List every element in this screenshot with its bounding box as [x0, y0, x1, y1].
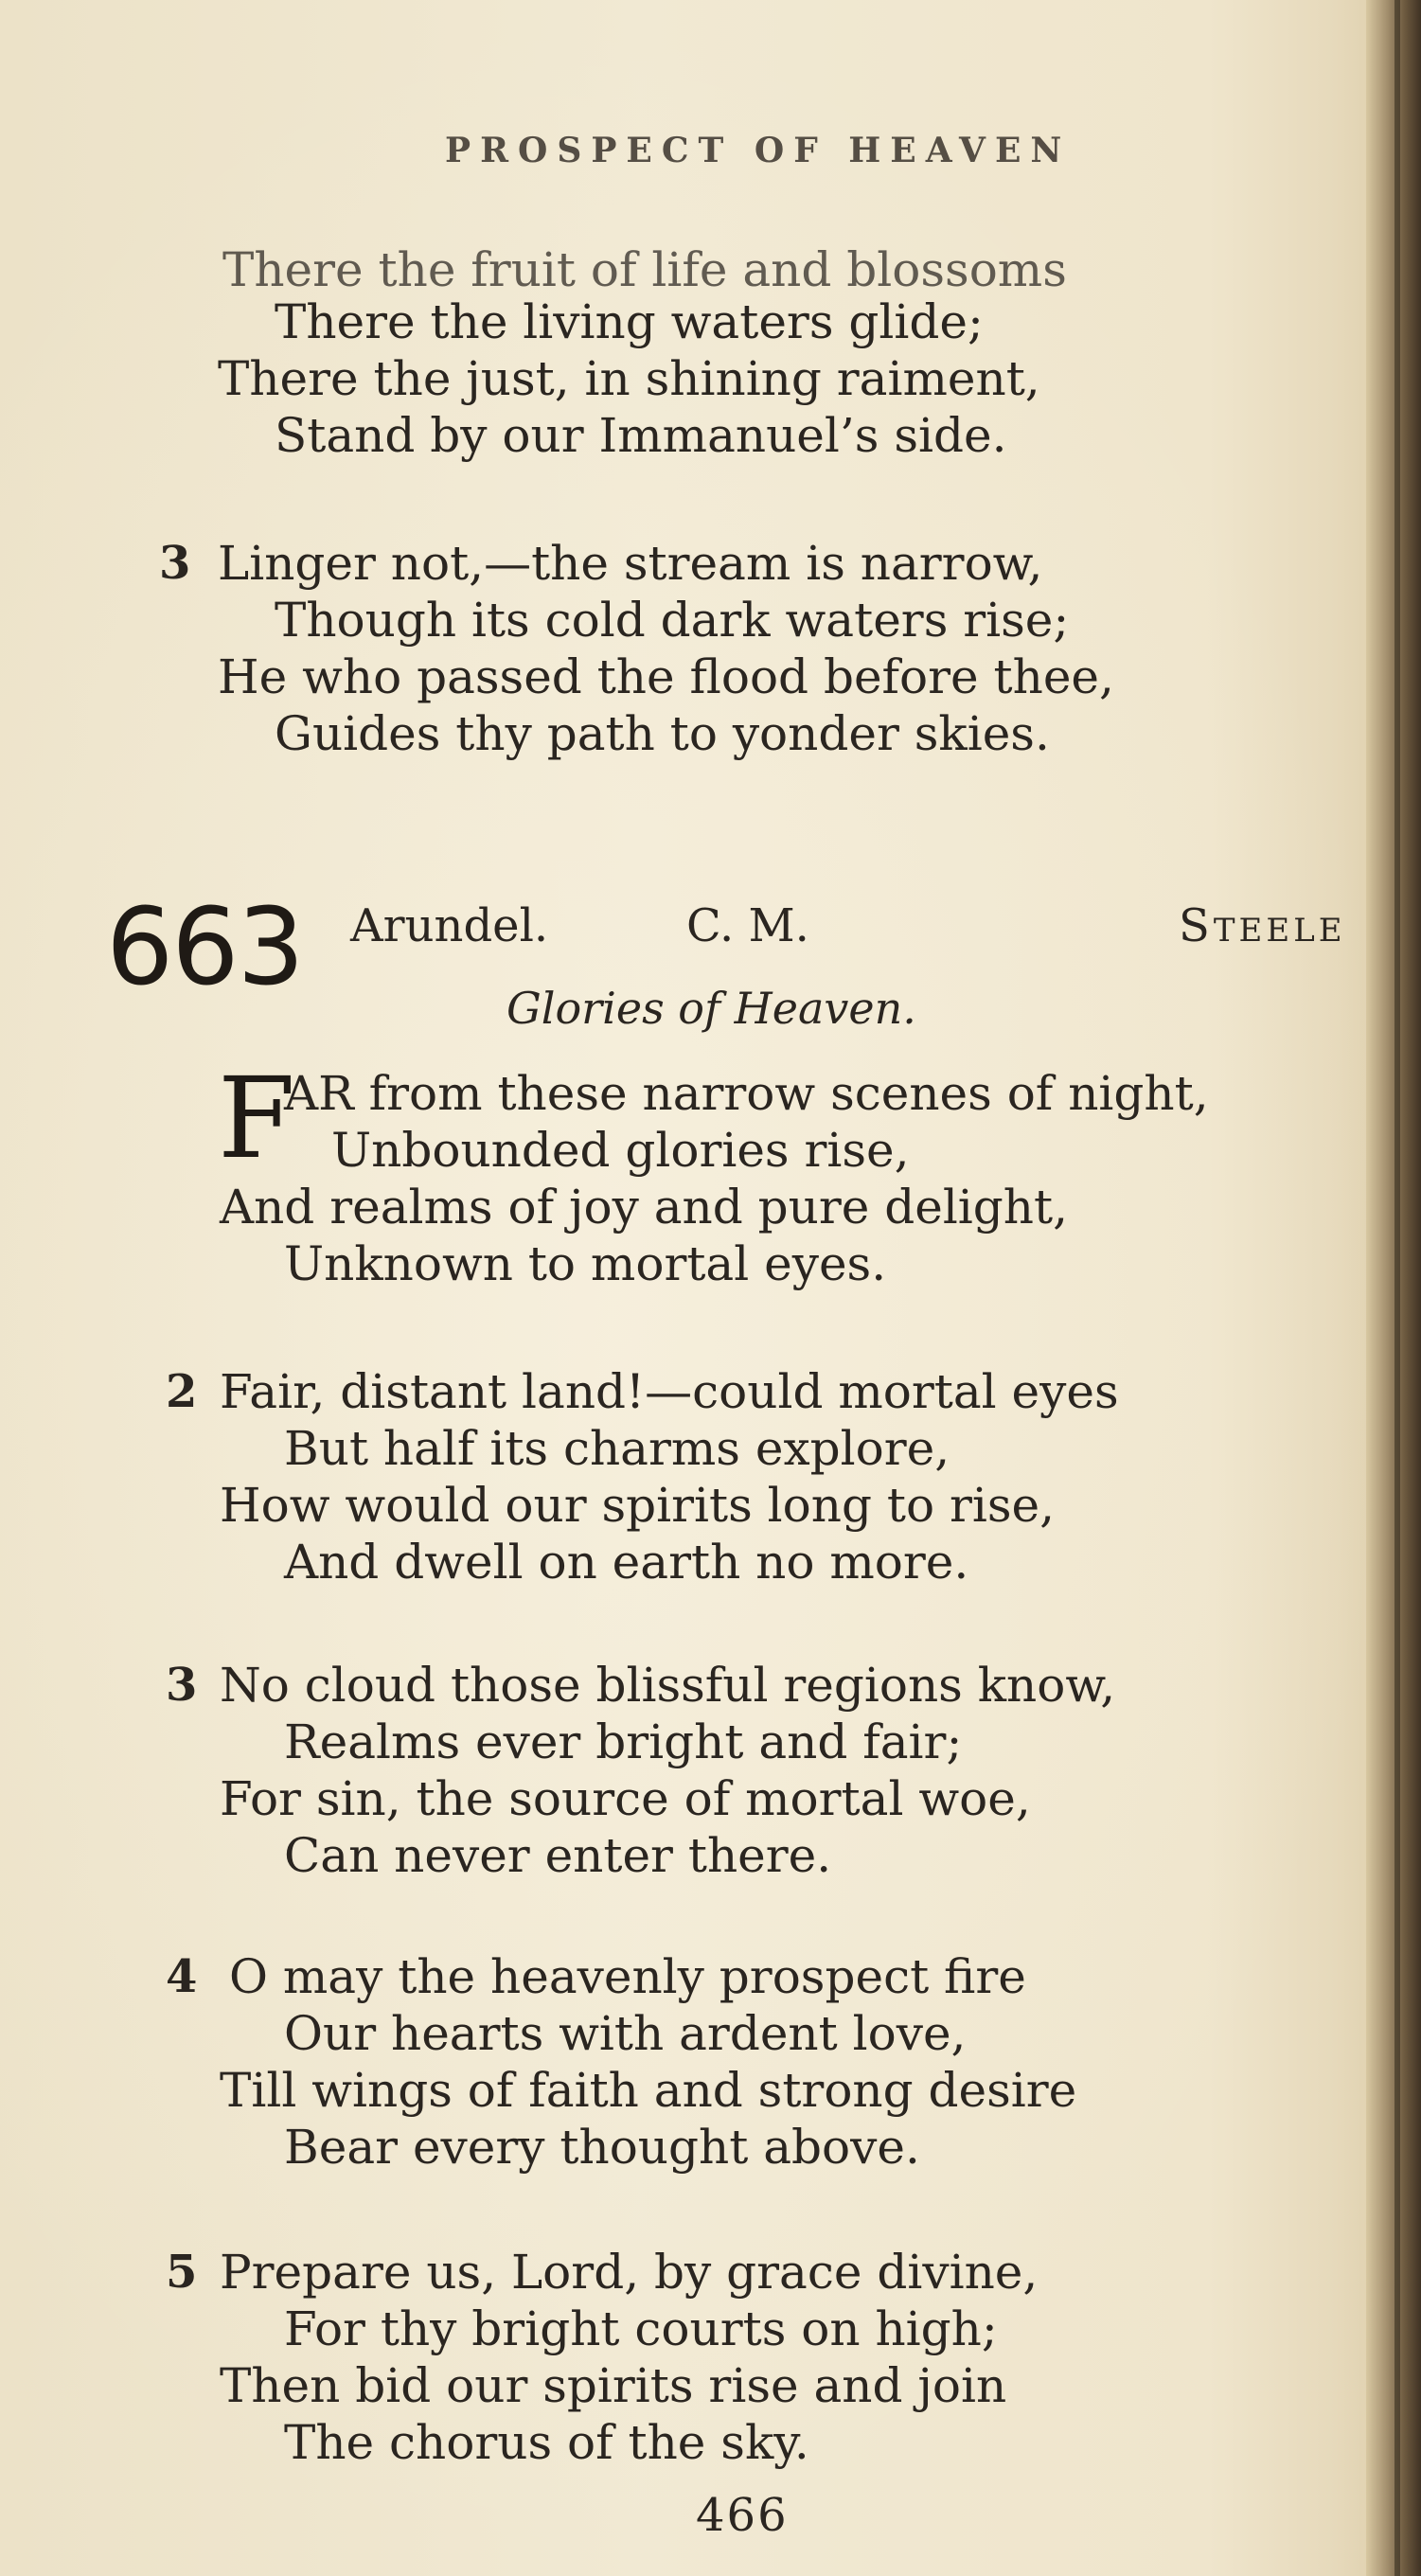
verse-line: And realms of joy and pure delight,: [220, 1180, 1068, 1235]
verse-line: Our hearts with ardent love,: [284, 2006, 967, 2061]
verse-line: Unknown to mortal eyes.: [284, 1236, 887, 1291]
verse-line: O may the heavenly prospect fire: [229, 1949, 1026, 2004]
verse-line: No cloud those blissful regions know,: [220, 1658, 1116, 1713]
verse-line: Stand by our Immanuel’s side.: [275, 408, 1007, 463]
verse-number: 2: [166, 1365, 198, 1418]
hymn-subject: Glories of Heaven.: [506, 983, 916, 1034]
author: Steele: [1179, 899, 1346, 952]
verse-line: Bear every thought above.: [284, 2120, 920, 2175]
verse-line: But half its charms explore,: [284, 1421, 950, 1476]
running-head: PROSPECT OF HEAVEN: [445, 131, 1072, 170]
verse-line: Fair, distant land!—could mortal eyes: [220, 1364, 1119, 1419]
verse-line: AR from these narrow scenes of night,: [284, 1066, 1209, 1121]
verse-line: There the living waters glide;: [275, 294, 984, 349]
verse-line: There the fruit of life and blossoms: [222, 242, 1067, 297]
verse-number: 5: [166, 2246, 198, 2299]
verse-number: 4: [166, 1950, 198, 2003]
verse-line: Realms ever bright and fair;: [284, 1714, 963, 1769]
verse-line: Till wings of faith and strong desire: [220, 2063, 1077, 2118]
verse-line: How would our spirits long to rise,: [220, 1478, 1056, 1533]
page-number: 466: [696, 2489, 789, 2542]
meter: C. M.: [686, 899, 809, 952]
verse-line: Guides thy path to yonder skies.: [275, 706, 1050, 761]
verse-line: Prepare us, Lord, by grace divine,: [220, 2245, 1039, 2300]
book-spine-shadow: [1366, 0, 1421, 2576]
verse-line: And dwell on earth no more.: [284, 1535, 969, 1590]
drop-cap: F: [218, 1053, 295, 1183]
tune-name: Arundel.: [350, 899, 549, 952]
verse-line: Can never enter there.: [284, 1828, 832, 1883]
verse-number: 3: [166, 1659, 198, 1712]
verse-line: Though its cold dark waters rise;: [275, 593, 1070, 648]
verse-line: For thy bright courts on high;: [284, 2301, 998, 2356]
verse-line: Then bid our spirits rise and join: [220, 2358, 1007, 2413]
verse-line: For sin, the source of mortal woe,: [220, 1771, 1031, 1826]
verse-line: Linger not,—the stream is narrow,: [218, 536, 1043, 591]
verse-line: He who passed the flood before thee,: [218, 649, 1114, 704]
book-spine-edge: [1394, 0, 1400, 2576]
verse-number: 3: [159, 537, 191, 590]
verse-line: There the just, in shining raiment,: [218, 351, 1040, 406]
verse-line: Unbounded glories rise,: [331, 1123, 910, 1178]
hymn-number: 663: [106, 886, 303, 1009]
verse-line: The chorus of the sky.: [284, 2415, 809, 2470]
